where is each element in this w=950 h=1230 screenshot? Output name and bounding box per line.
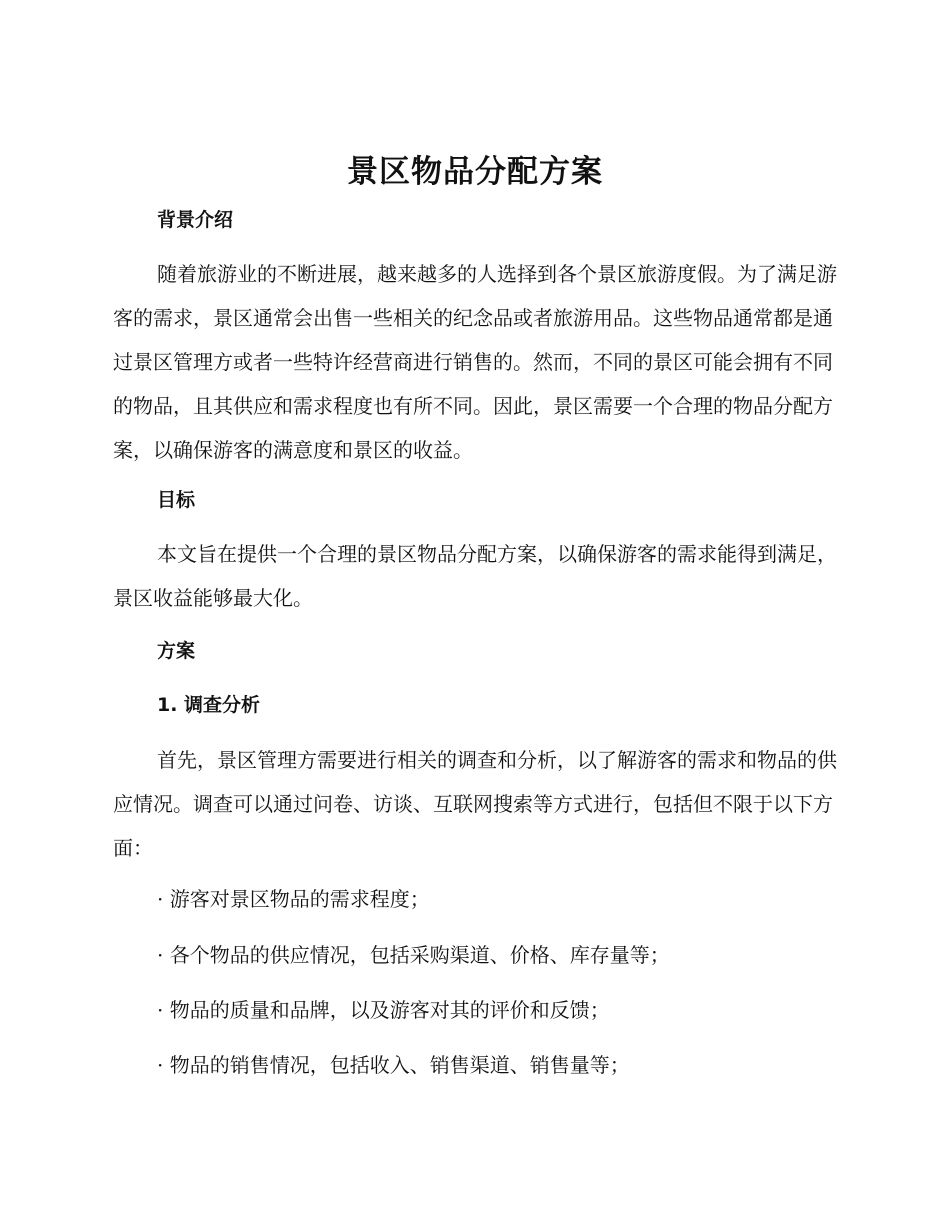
bullet-item: · 物品的销售情况，包括收入、销售渠道、销售量等； <box>157 1053 630 1077</box>
heading-survey-analysis: 1. 调查分析 <box>157 694 261 716</box>
document-title: 景区物品分配方案 <box>347 154 603 190</box>
bullet-item: · 游客对景区物品的需求程度； <box>157 887 430 911</box>
paragraph-goal: 本文旨在提供一个合理的景区物品分配方案，以确保游客的需求能得到满足，景区收益能够最大化。 <box>113 542 837 610</box>
heading-plan: 方案 <box>157 640 196 662</box>
paragraph-survey-analysis: 首先，景区管理方需要进行相关的调查和分析，以了解游客的需求和物品的供应情况。调查可以通过问卷、访谈、互联网搜索等方式进行，包括但不限于以下方面： <box>113 748 837 860</box>
paragraph-background: 随着旅游业的不断进展，越来越多的人选择到各个景区旅游度假。为了满足游客的需求，景区通常会出售一些相关的纪念品或者旅游用品。这些物品通常都是通过景区管理方或者一些特许经营商进行销售的。然而，不同的景区可能会拥有不同的物品，且其供应和需求程度也有所不同。因此，景区需要一个合理的物品分配方案，以确保游客的满意度和景区的收益。 <box>113 262 837 462</box>
bullet-item: · 各个物品的供应情况，包括采购渠道、价格、库存量等； <box>157 943 670 967</box>
heading-goal: 目标 <box>157 489 196 511</box>
heading-background: 背景介绍 <box>157 209 234 231</box>
bullet-item: · 物品的质量和品牌，以及游客对其的评价和反馈； <box>157 998 610 1022</box>
